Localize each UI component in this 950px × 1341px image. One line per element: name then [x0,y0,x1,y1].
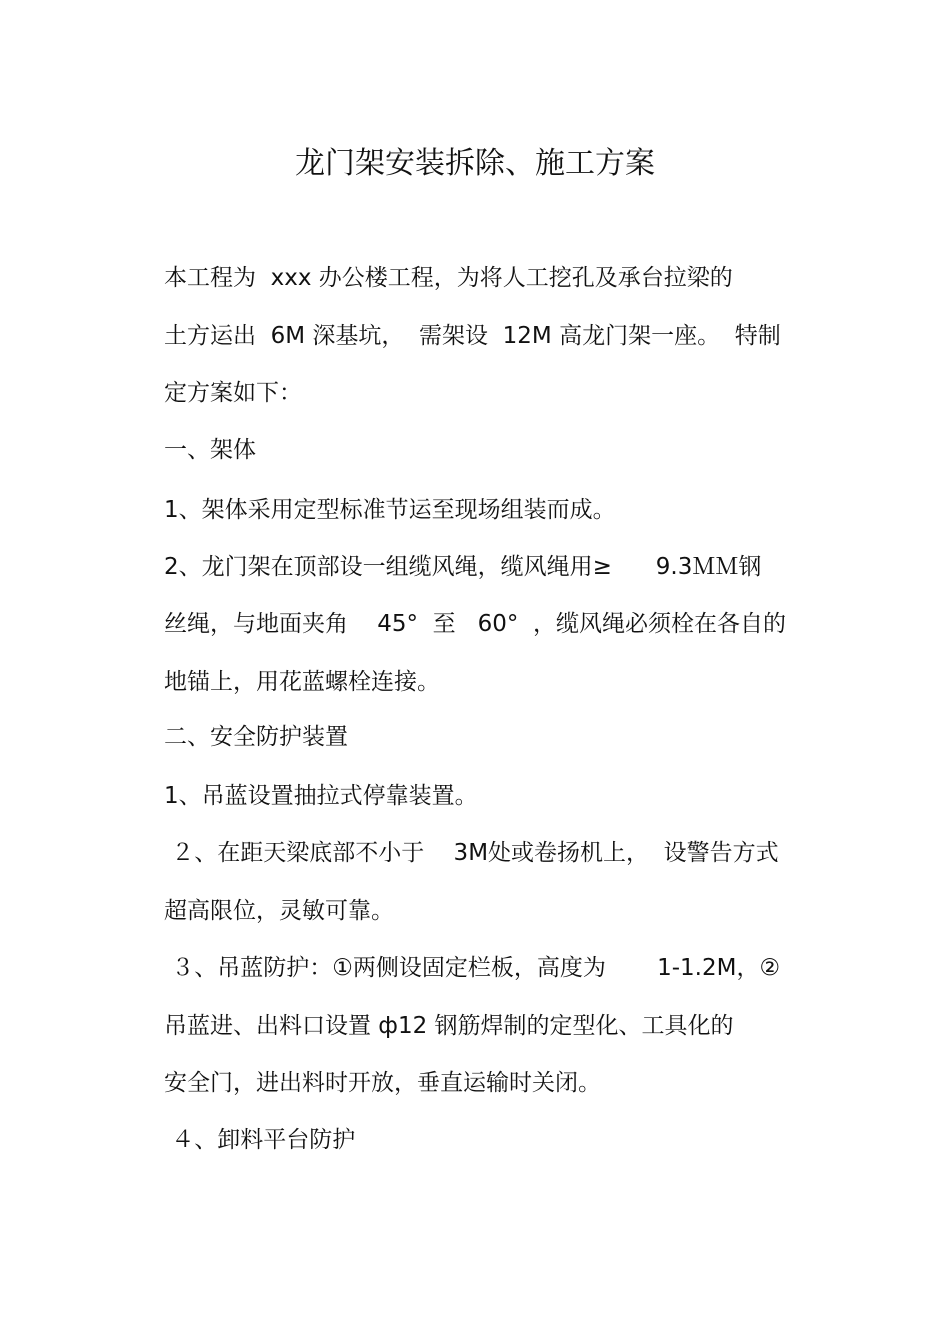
list-item-2-3-line-3: 安全门，进出料时开放，垂直运输时关闭。 [164,1070,601,1096]
list-item-2-2-line-1: ２、在距天梁底部不小于 3M处或卷扬机上， 设警告方式 [164,840,779,866]
list-item-2-1: 1、吊蓝设置抽拉式停靠装置。 [164,783,478,809]
list-item-1-2-line-2: 丝绳，与地面夹角 45° 至 60° ，缆风绳必须栓在各自的 [164,611,786,637]
list-item-2-3-line-1: ３、吊蓝防护：①两侧设固定栏板，高度为 1-1.2M，② [164,955,781,981]
paragraph-line-1: 本工程为 xxx 办公楼工程，为将人工挖孔及承台拉梁的 [164,265,733,291]
list-item-1-1: 1、架体采用定型标准节运至现场组装而成。 [164,497,616,523]
list-item-2-4: ４、卸料平台防护 [164,1127,356,1153]
list-item-2-2-line-2: 超高限位，灵敏可靠。 [164,898,394,924]
list-item-1-2-line-1: 2、龙门架在顶部设一组缆风绳，缆风绳用≥ 9.3ＭＭ钢 [164,554,762,580]
document-title: 龙门架安装拆除、施工方案 [295,146,655,181]
section-heading-1: 一、架体 [164,437,256,463]
list-item-1-2-line-3: 地锚上，用花蓝螺栓连接。 [164,669,440,695]
section-heading-2: 二、安全防护装置 [164,724,348,750]
list-item-2-3-line-2: 吊蓝进、出料口设置 ф12 钢筋焊制的定型化、工具化的 [164,1013,734,1039]
paragraph-line-3: 定方案如下： [164,380,302,406]
paragraph-line-2: 土方运出 6M 深基坑， 需架设 12M 高龙门架一座。 特制 [164,323,781,349]
